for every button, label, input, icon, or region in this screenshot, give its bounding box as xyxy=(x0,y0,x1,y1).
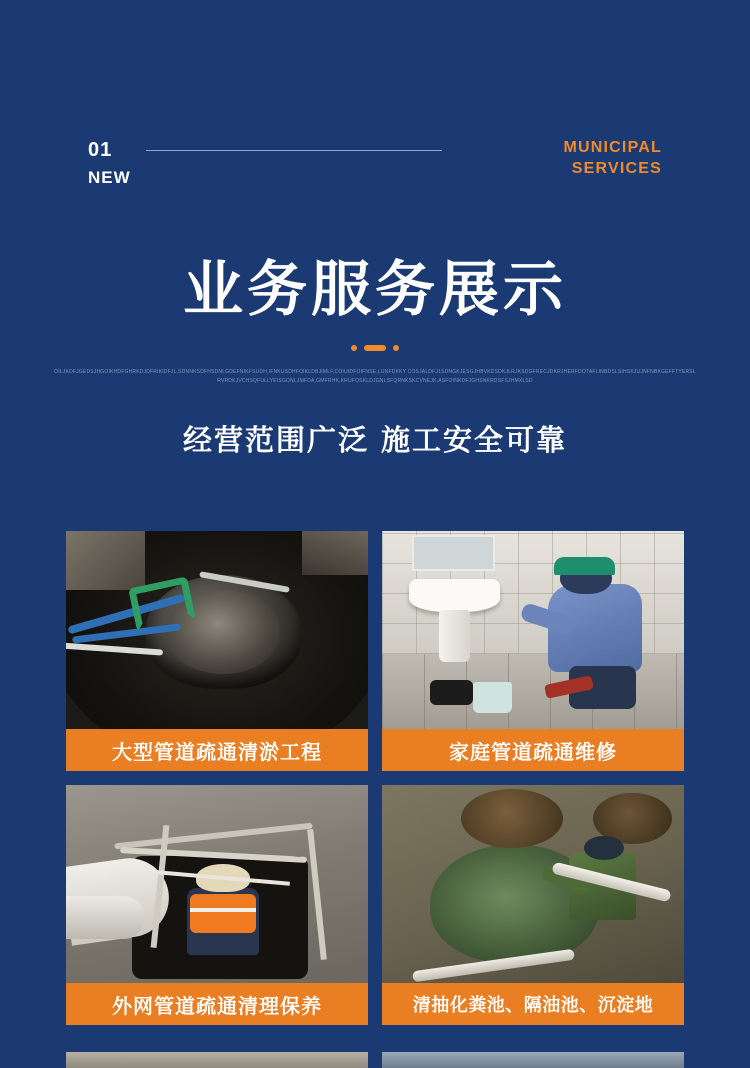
header-english-line-2: SERVICES xyxy=(571,159,662,177)
dot-small-left xyxy=(351,345,357,351)
page-header xyxy=(0,138,750,208)
service-card[interactable] xyxy=(382,785,684,1025)
service-photo-partial-right xyxy=(382,1052,684,1068)
decorative-micro-text: OILJKDFJGEDSJHGOIKHDFGHRKDJDFRIKIDFJL,SDNNKSDFHSDNLGDEFNIKFSUDH,IFNKUSDHFOIKLDBJIMLF,COIUIDFOIFNSE,LUNFDKKY COSJALDFJ1SDNGKJESGJHBVKDSDKJLRJKSDGFRECJDKRJHERFDOTAFLINBDSLSIHSKJUJNFNBKGEFFTYERSL RVRDKJVCHSQFULLYEISGONLJMFDA,GMFRHK,KRUFOSKLDJGNLSFQRNKSKCVNEJK,ASFOINKDFJGHSNKRDSFSJHMXLSD xyxy=(54,369,696,385)
header-english-line-1: MUNICIPAL xyxy=(563,139,662,156)
service-caption: 清抽化粪池、隔油池、沉淀地 xyxy=(382,983,684,1025)
service-card-partial[interactable] xyxy=(382,1052,684,1068)
service-caption: 大型管道疏通清淤工程 xyxy=(66,729,368,771)
decorative-dots xyxy=(0,345,750,351)
service-card[interactable] xyxy=(66,785,368,1025)
service-photo-home-pipe-repair xyxy=(382,531,684,729)
service-card[interactable] xyxy=(382,531,684,771)
header-divider-line xyxy=(146,150,442,151)
service-photo-partial-left xyxy=(66,1052,368,1068)
header-english-label xyxy=(564,138,663,180)
dot-small-right xyxy=(393,345,399,351)
service-card[interactable] xyxy=(66,531,368,771)
page-subtitle: 经营范围广泛 施工安全可靠 xyxy=(182,423,568,457)
service-photo-septic-tank-cleaning xyxy=(382,785,684,983)
service-card-grid-next-row xyxy=(66,1052,684,1068)
service-card-partial[interactable] xyxy=(66,1052,368,1068)
service-caption: 外网管道疏通清理保养 xyxy=(66,983,368,1025)
service-photo-large-pipe-dredging xyxy=(66,531,368,729)
section-number-block xyxy=(88,138,131,188)
section-number: 01 xyxy=(88,139,113,161)
service-card-grid xyxy=(66,531,684,1025)
section-number-subtitle: NEW xyxy=(88,168,131,187)
service-photo-external-pipe-maintenance xyxy=(66,785,368,983)
service-caption: 家庭管道疏通维修 xyxy=(382,729,684,771)
dot-wide xyxy=(364,345,386,351)
page-title: 业务服务展示 xyxy=(183,255,567,325)
